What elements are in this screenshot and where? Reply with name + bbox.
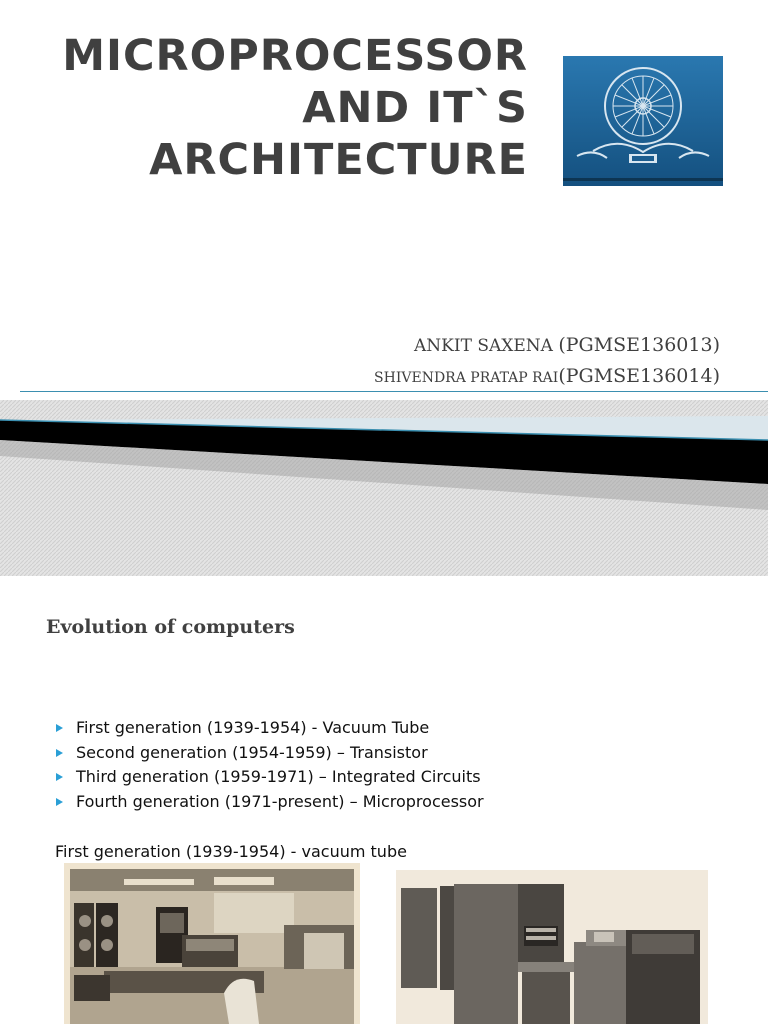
list-item-text: Second generation (1954-1959) – Transistor <box>76 742 428 762</box>
author-2-code: (PGMSE136014) <box>558 365 720 387</box>
slide-heading: Evolution of computers <box>46 616 295 638</box>
title-line-2: AND IT`S <box>302 83 528 133</box>
author-1-code: (PGMSE136013) <box>558 334 720 356</box>
title-line-1: MICROPROCESSOR <box>62 31 528 81</box>
evolution-slide <box>0 576 768 1024</box>
vacuum-tube-computer-room-photo <box>64 863 360 1024</box>
list-item-text: Third generation (1959-1971) – Integrated Circuits <box>76 767 481 787</box>
decorative-band <box>0 400 768 576</box>
author-2-name: SHIVENDRA PRATAP RAI <box>374 370 559 386</box>
slide-title <box>8 30 528 186</box>
list-item <box>52 765 484 790</box>
first-generation-subheading: First generation (1939-1954) - vacuum tube <box>55 842 407 861</box>
author-1 <box>374 330 720 361</box>
triangle-bullet-icon <box>56 773 63 781</box>
triangle-bullet-icon <box>56 798 63 806</box>
vacuum-tube-computer-cabinets-photo <box>396 870 708 1024</box>
list-item <box>52 716 484 741</box>
author-2 <box>374 361 720 393</box>
list-item <box>52 790 484 815</box>
title-line-3: ARCHITECTURE <box>149 135 528 185</box>
list-item <box>52 741 484 766</box>
generation-list <box>52 716 484 814</box>
triangle-bullet-icon <box>56 749 63 757</box>
author-1-name: ANKIT SAXENA <box>414 336 559 356</box>
authors-block <box>374 330 720 393</box>
list-item-text: First generation (1939-1954) - Vacuum Tube <box>76 718 430 737</box>
triangle-bullet-icon <box>56 724 63 732</box>
accent-divider-line <box>20 391 768 392</box>
institute-emblem-logo <box>563 56 723 186</box>
list-item-text: Fourth generation (1971-present) – Microprocessor <box>76 791 484 811</box>
